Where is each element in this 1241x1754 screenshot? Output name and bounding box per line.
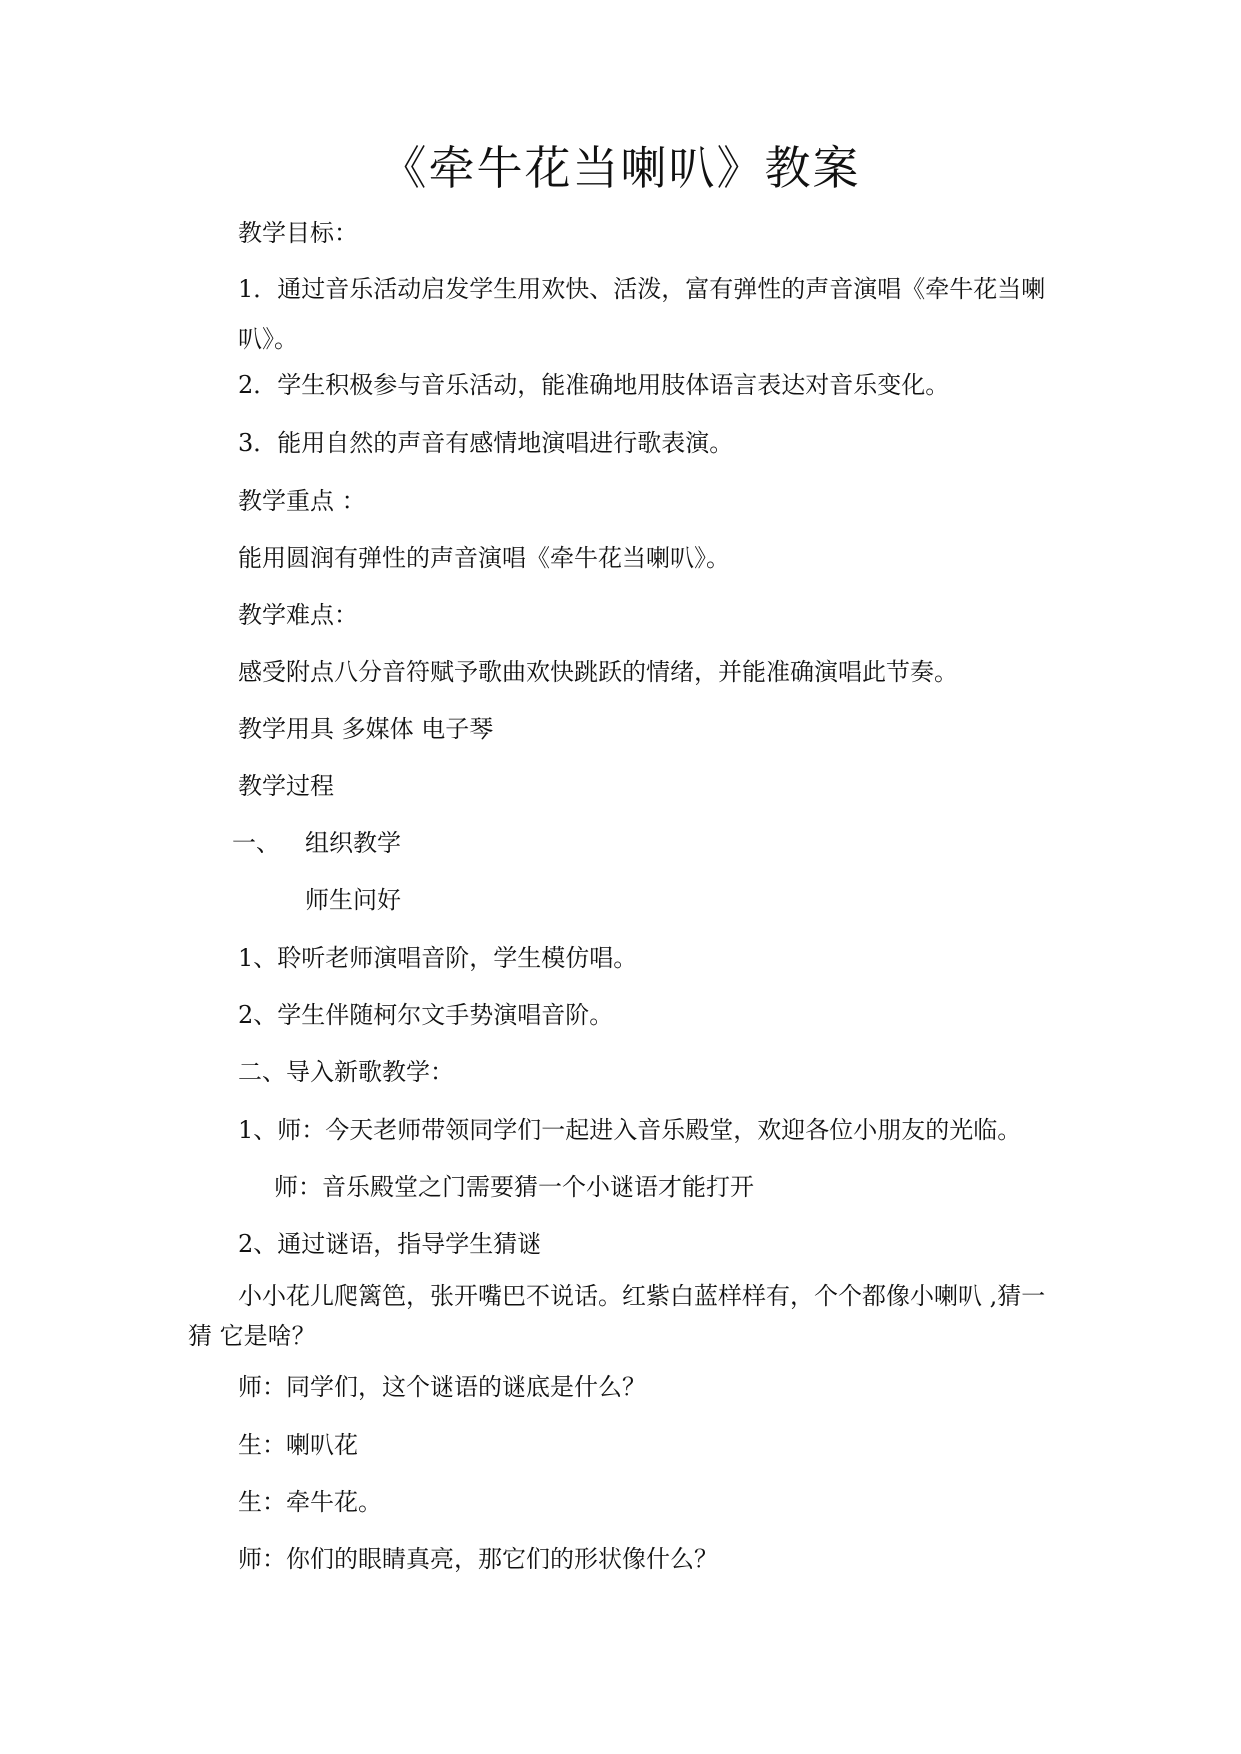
key-point: 能用圆润有弹性的声音演唱《牵牛花当喇叭》。 [238,544,730,572]
dialog-line-3: 生：牵牛花。 [238,1488,382,1516]
document-title: 《牵牛花当喇叭》教案 [380,141,861,195]
section-1-number: 一、 [232,829,280,857]
riddle-text: 小小花儿爬篱笆，张开嘴巴不说话。红紫白蓝样样有，个个都像小喇叭 ,猜一猜 它是啥？ [188,1282,1046,1350]
process-heading: 教学过程 [238,772,334,800]
objective-1: 1．通过音乐活动启发学生用欢快、活泼，富有弹性的声音演唱《牵牛花当喇叭》。 [238,275,1046,353]
objective-2: 2．学生积极参与音乐活动，能准确地用肢体语言表达对音乐变化。 [238,371,950,399]
objectives-heading: 教学目标： [238,219,358,247]
dialog-line-4: 师：你们的眼睛真亮，那它们的形状像什么？ [238,1545,718,1573]
teaching-tools: 教学用具 多媒体 电子琴 [238,715,494,743]
step-2-2: 2、通过谜语，指导学生猜谜 [238,1230,542,1258]
dialog-line-2: 生：喇叭花 [238,1431,358,1459]
section-2-heading: 二、导入新歌教学： [238,1058,454,1086]
greeting: 师生问好 [305,886,401,914]
key-point-heading: 教学重点 ： [238,487,366,515]
step-1-2: 2、学生伴随柯尔文手势演唱音阶。 [238,1001,614,1029]
section-1-title: 组织教学 [305,829,401,857]
step-2-1b: 师：音乐殿堂之门需要猜一个小谜语才能打开 [274,1173,754,1201]
dialog-line-1: 师：同学们，这个谜语的谜底是什么？ [238,1373,646,1401]
objective-3: 3．能用自然的声音有感情地演唱进行歌表演。 [238,429,734,457]
difficulty: 感受附点八分音符赋予歌曲欢快跳跃的情绪，并能准确演唱此节奏。 [238,658,958,686]
difficulty-heading: 教学难点： [238,601,358,629]
step-1-1: 1、聆听老师演唱音阶，学生模仿唱。 [238,944,638,972]
step-2-1: 1、师：今天老师带领同学们一起进入音乐殿堂，欢迎各位小朋友的光临。 [238,1116,1022,1144]
